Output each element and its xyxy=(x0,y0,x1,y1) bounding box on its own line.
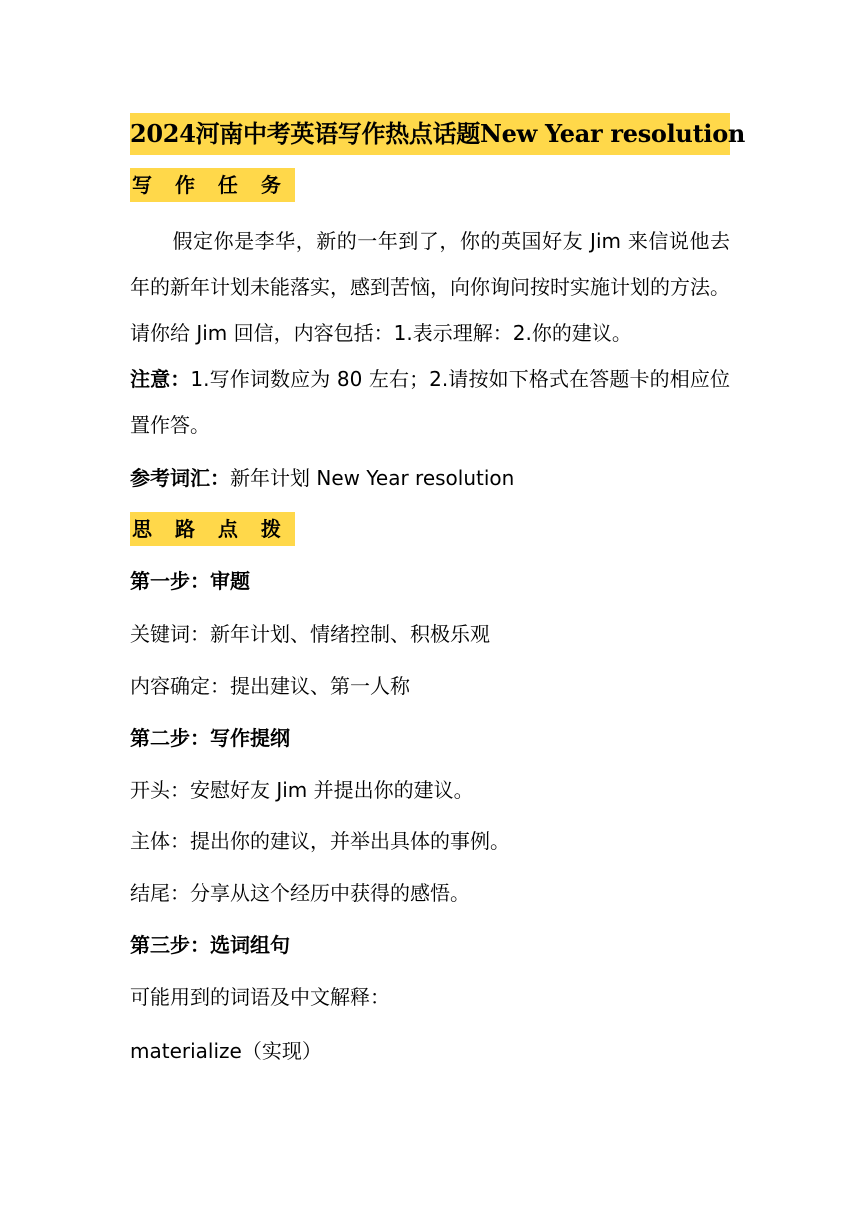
section-heading-writing-task: 写 作 任 务 xyxy=(130,168,295,202)
page-title: 2024河南中考英语写作热点话题New Year resolution xyxy=(130,113,730,155)
step1-title: 第一步：审题 xyxy=(130,569,250,593)
step2-ending: 结尾：分享从这个经历中获得的感悟。 xyxy=(130,881,470,905)
vocab-line xyxy=(130,463,514,493)
step2-title: 第二步：写作提纲 xyxy=(130,726,290,750)
note-paragraph xyxy=(130,356,730,448)
note-label: 注意： xyxy=(130,367,191,391)
step1-keywords: 关键词：新年计划、情绪控制、积极乐观 xyxy=(130,622,490,646)
section-heading-guide: 思 路 点 拨 xyxy=(130,512,295,546)
step1-content: 内容确定：提出建议、第一人称 xyxy=(130,674,410,698)
note-text: 1.写作词数应为 80 左右；2.请按如下格式在答题卡的相应位置作答。 xyxy=(130,367,731,437)
vocab-label: 参考词汇： xyxy=(130,466,230,490)
step2-opening: 开头：安慰好友 Jim 并提出你的建议。 xyxy=(130,778,474,802)
step3-word1: materialize（实现） xyxy=(130,1039,322,1063)
vocab-text: 新年计划 New Year resolution xyxy=(230,466,515,490)
step3-intro: 可能用到的词语及中文解释： xyxy=(130,985,390,1009)
task-paragraph xyxy=(130,218,730,356)
step2-body: 主体：提出你的建议，并举出具体的事例。 xyxy=(130,829,510,853)
task-body: 假定你是李华，新的一年到了，你的英国好友 Jim 来信说他去年的新年计划未能落实，感到苦恼，向你询问按时实施计划的方法。请你给 Jim 回信，内容包括：1.表示理解：2.你的建议。 xyxy=(130,229,730,345)
step3-title: 第三步：选词组句 xyxy=(130,933,290,957)
